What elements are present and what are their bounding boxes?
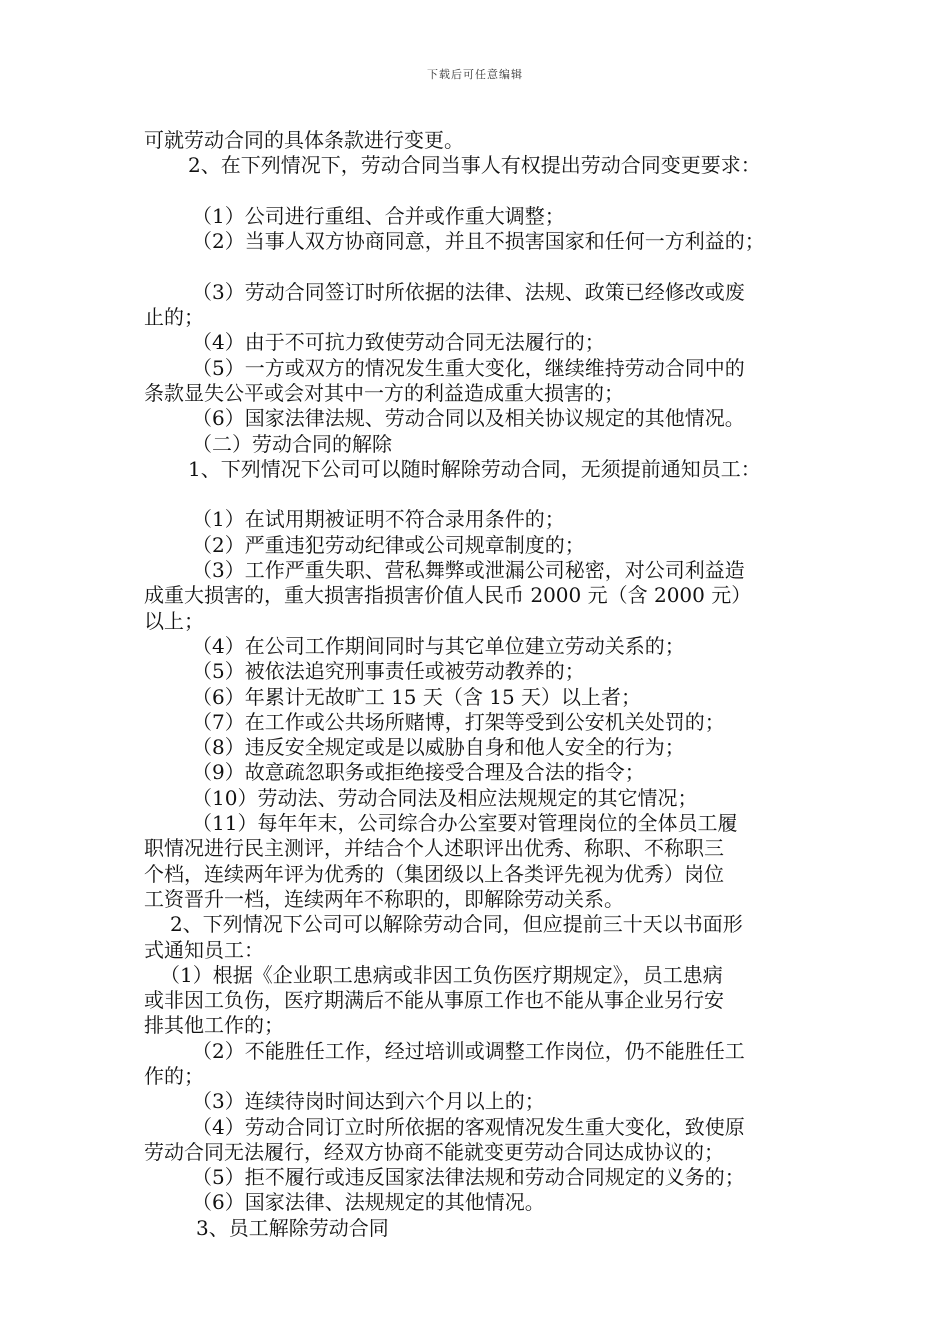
blank-line	[144, 254, 824, 279]
text-line: （9）故意疏忽职务或拒绝接受合理及合法的指令；	[192, 760, 645, 785]
text-line: 止的；	[144, 305, 204, 330]
text-line: 职情况进行民主测评，并结合个人述职评出优秀、称职、不称职三	[144, 836, 724, 861]
text-line: （4）劳动合同订立时所依据的客观情况发生重大变化，致使原	[192, 1114, 745, 1139]
text-line: 成重大损害的，重大损害指损害价值人民币 2000 元（含 2000 元）	[144, 583, 752, 608]
text-line: （10）劳动法、劳动合同法及相应法规规定的其它情况；	[192, 785, 698, 810]
text-line: （1）根据《企业职工患病或非因工负伤医疗期规定》，员工患病	[160, 962, 723, 987]
text-line: （6）国家法律、法规规定的其他情况。	[192, 1190, 545, 1215]
text-line: 以上；	[144, 608, 204, 633]
text-line: （3）连续待岗时间达到六个月以上的；	[192, 1089, 545, 1114]
text-line: （2）当事人双方协商同意，并且不损害国家和任何一方利益的；	[192, 229, 765, 254]
text-line: （11）每年年末，公司综合办公室要对管理岗位的全体员工履	[192, 811, 738, 836]
blank-line	[144, 482, 824, 507]
text-line: 作的；	[144, 1063, 204, 1088]
page-header: 下载后可任意编辑	[427, 68, 523, 81]
text-line: （3）劳动合同签订时所依据的法律、法规、政策已经修改或废	[192, 279, 745, 304]
document-body	[144, 128, 824, 1241]
blank-line	[144, 179, 824, 204]
text-line: （8）违反安全规定或是以威胁自身和他人安全的行为；	[192, 735, 685, 760]
text-line: 3、员工解除劳动合同	[196, 1215, 389, 1240]
text-line: 或非因工负伤，医疗期满后不能从事原工作也不能从事企业另行安	[144, 988, 724, 1013]
text-line: 劳动合同无法履行，经双方协商不能就变更劳动合同达成协议的；	[144, 1139, 724, 1164]
text-line: （7）在工作或公共场所赌博，打架等受到公安机关处罚的；	[192, 709, 725, 734]
text-line: 可就劳动合同的具体条款进行变更。	[144, 128, 464, 152]
text-line: 式通知员工：	[144, 937, 264, 962]
text-line: （1）公司进行重组、合并或作重大调整；	[192, 203, 565, 228]
text-line: （4）在公司工作期间同时与其它单位建立劳动关系的；	[192, 633, 685, 658]
text-line: （4）由于不可抗力致使劳动合同无法履行的；	[192, 330, 605, 355]
text-line: （3）工作严重失职、营私舞弊或泄漏公司秘密，对公司利益造	[192, 558, 745, 583]
text-line: 个档，连续两年评为优秀的（集团级以上各类评先视为优秀）岗位	[144, 861, 724, 886]
text-line: （1）在试用期被证明不符合录用条件的；	[192, 507, 565, 532]
text-line: （6）国家法律法规、劳动合同以及相关协议规定的其他情况。	[192, 406, 745, 431]
text-line: 2、下列情况下公司可以解除劳动合同，但应提前三十天以书面形	[170, 912, 743, 937]
text-line: （6）年累计无故旷工 15 天（含 15 天）以上者；	[192, 684, 642, 709]
text-line: （5）拒不履行或违反国家法律法规和劳动合同规定的义务的；	[192, 1165, 745, 1190]
text-line: 工资晋升一档，连续两年不称职的，即解除劳动关系。	[144, 886, 624, 911]
text-line: 1、下列情况下公司可以随时解除劳动合同，无须提前通知员工：	[188, 456, 761, 481]
text-line: 2、在下列情况下，劳动合同当事人有权提出劳动合同变更要求：	[188, 153, 761, 178]
text-line: （5）被依法追究刑事责任或被劳动教养的；	[192, 659, 585, 684]
text-line: 条款显失公平或会对其中一方的利益造成重大损害的；	[144, 380, 624, 405]
text-line: （2）严重违犯劳动纪律或公司规章制度的；	[192, 532, 585, 557]
text-line: （5）一方或双方的情况发生重大变化，继续维持劳动合同中的	[192, 355, 745, 380]
text-line: （2）不能胜任工作，经过培训或调整工作岗位，仍不能胜任工	[192, 1038, 745, 1063]
text-line: 排其他工作的；	[144, 1013, 284, 1038]
section-heading: （二）劳动合同的解除	[192, 431, 392, 456]
